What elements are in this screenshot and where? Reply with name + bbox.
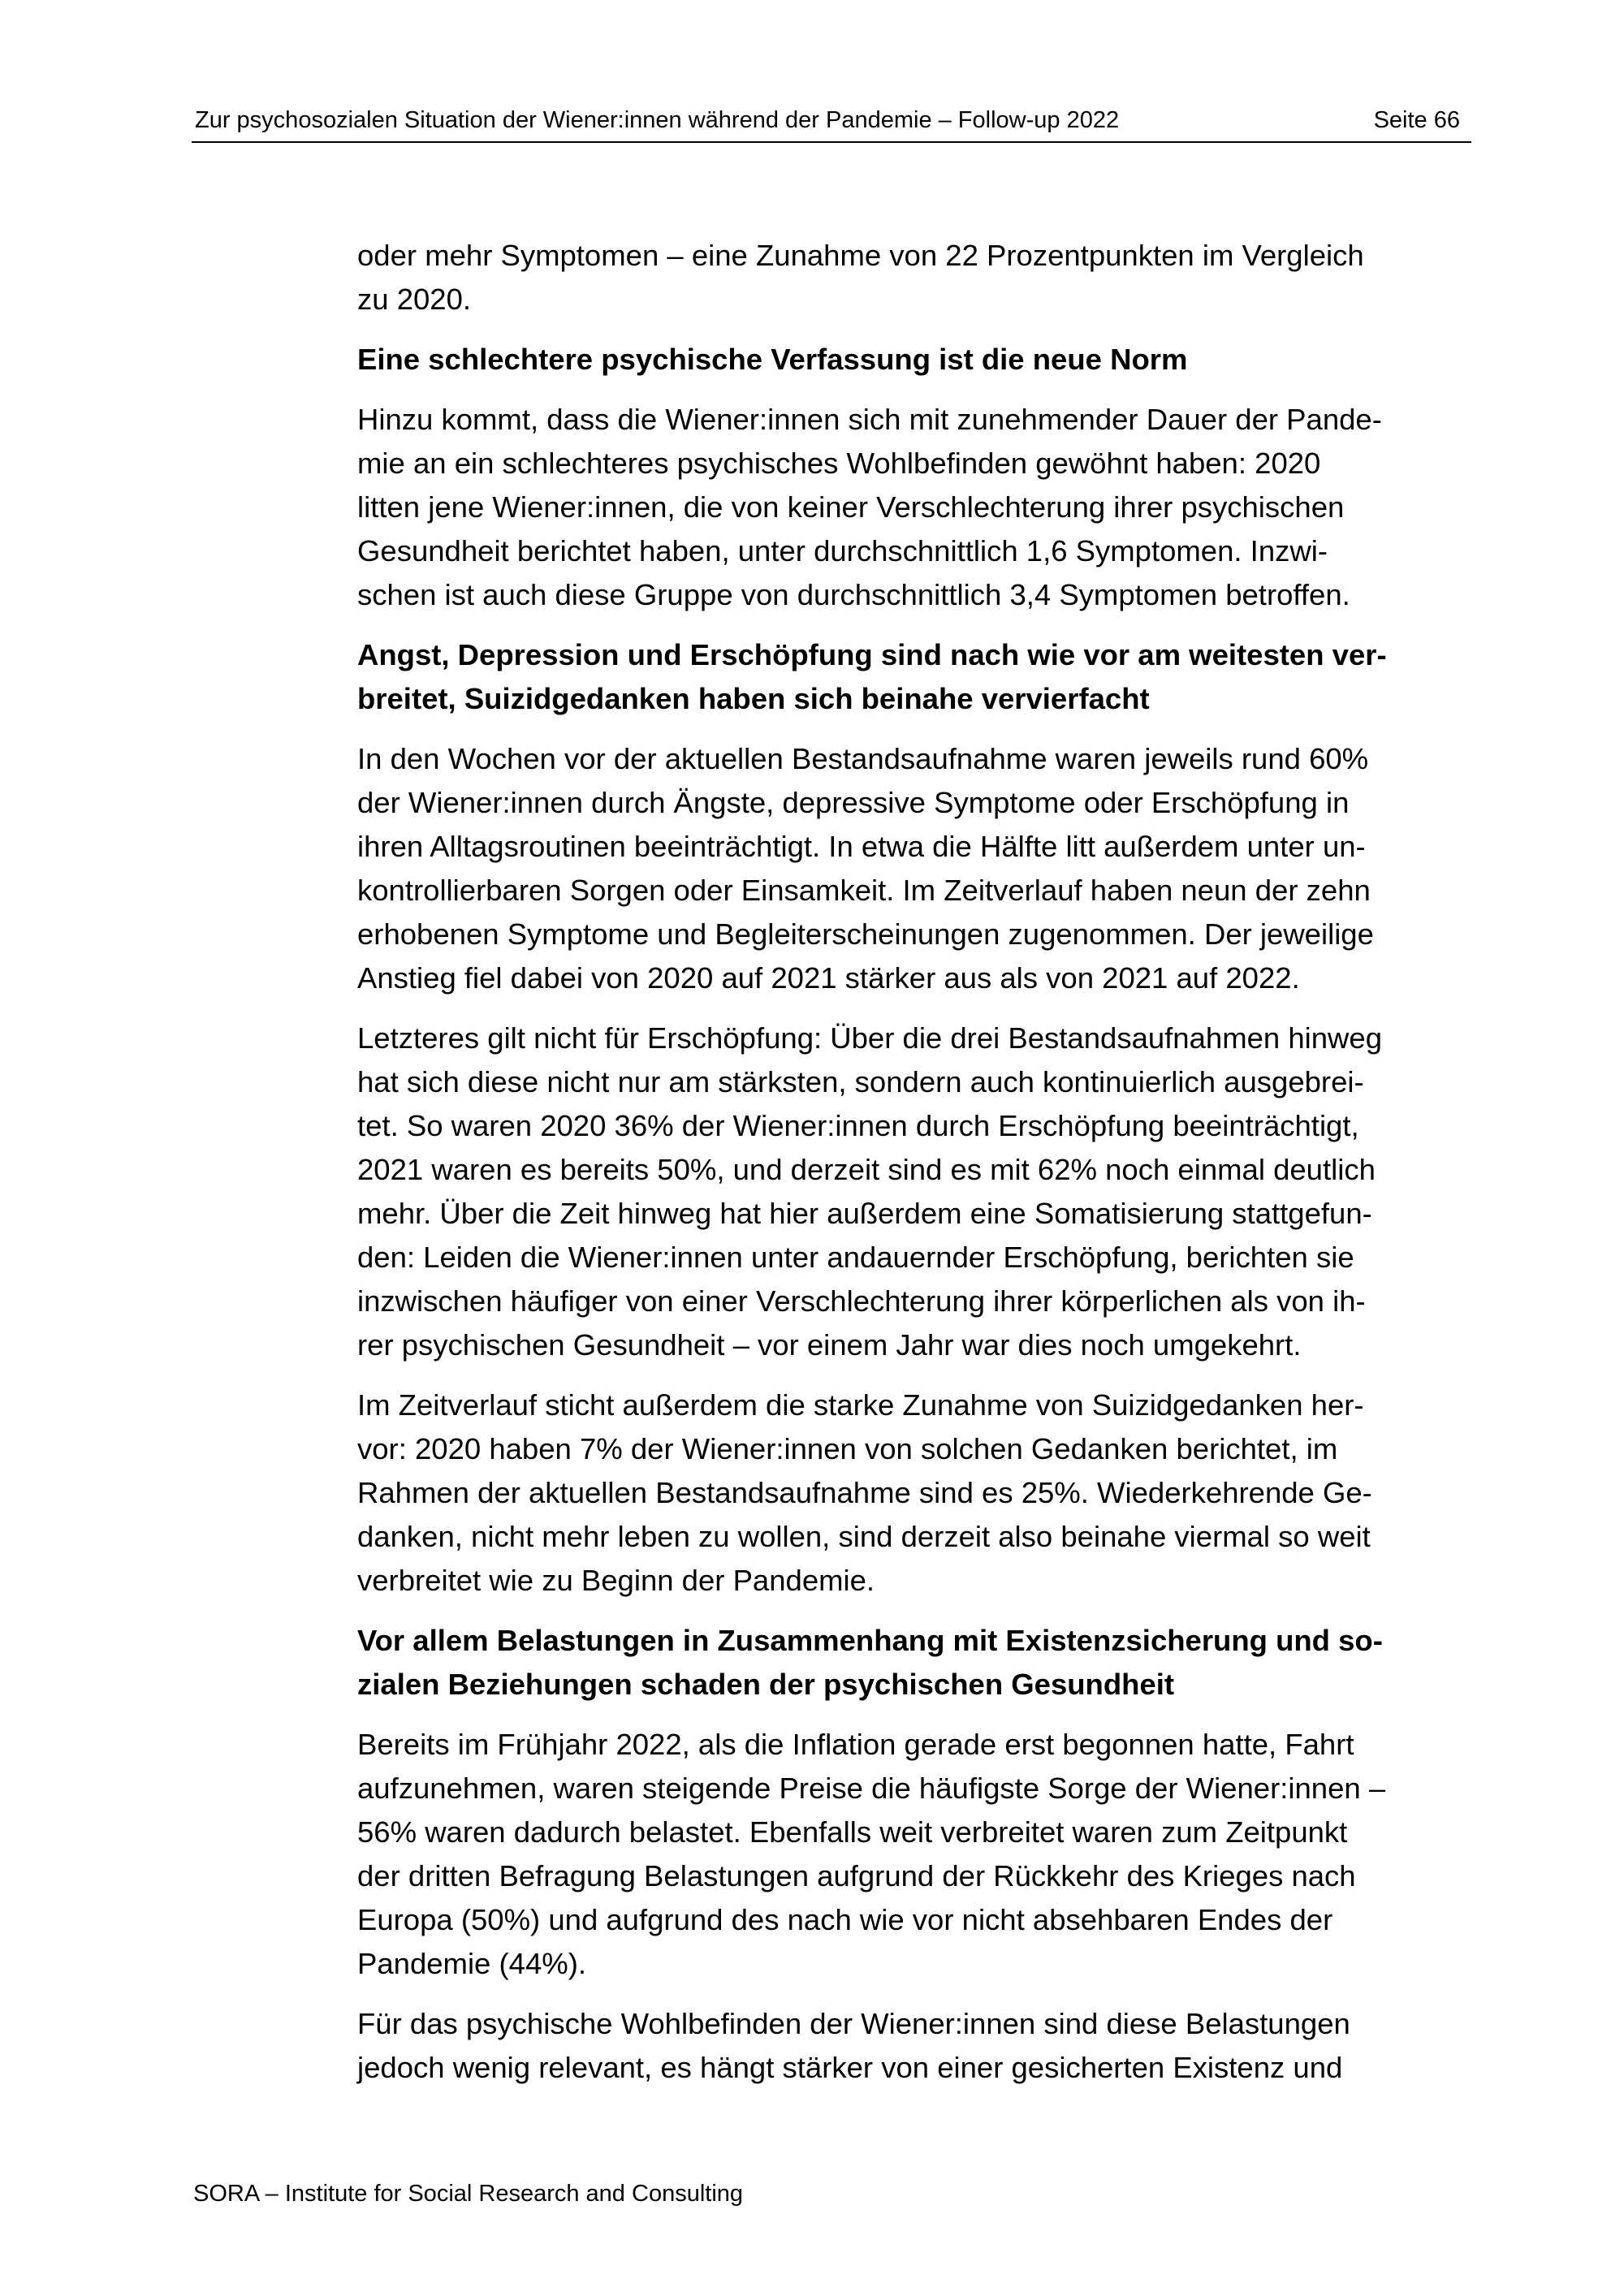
text-line: Für das psychische Wohlbefinden der Wiener:innen sind diese Belastungen: [357, 2007, 1350, 2040]
main-content: [357, 234, 1471, 2106]
text-line: den: Leiden die Wiener:innen unter andauernder Erschöpfung, berichten sie: [357, 1241, 1354, 1274]
text-line: 2021 waren es bereits 50%, und derzeit sind es mit 62% noch einmal deutlich: [357, 1153, 1376, 1186]
text-line: rer psychischen Gesundheit – vor einem Jahr war dies noch umgekehrt.: [357, 1328, 1302, 1362]
text-line: erhobenen Symptome und Begleiterscheinungen zugenommen. Der jeweilige: [357, 917, 1374, 951]
paragraph: [357, 737, 1471, 1000]
text-line: danken, nicht mehr leben zu wollen, sind derzeit also beinahe viermal so weit: [357, 1520, 1371, 1553]
text-line: oder mehr Symptomen – eine Zunahme von 22 Prozentpunkten im Vergleich: [357, 239, 1364, 272]
paragraph: [357, 234, 1471, 322]
text-line: 56% waren dadurch belastet. Ebenfalls weit verbreitet waren zum Zeitpunkt: [357, 1815, 1348, 1849]
text-line: der Wiener:innen durch Ängste, depressive Symptome oder Erschöpfung in: [357, 786, 1350, 819]
page-number: Seite 66: [1373, 107, 1460, 133]
text-line: mehr. Über die Zeit hinweg hat hier außerdem eine Somatisierung stattgefun-: [357, 1197, 1372, 1230]
paragraph: [357, 2002, 1471, 2090]
text-line: verbreitet wie zu Beginn der Pandemie.: [357, 1564, 875, 1597]
paragraph: [357, 1383, 1471, 1603]
heading-line: zialen Beziehungen schaden der psychischen Gesundheit: [357, 1668, 1175, 1701]
text-line: zu 2020.: [357, 283, 472, 316]
heading-line: Vor allem Belastungen in Zusammenhang mit Existenzsicherung und so-: [357, 1624, 1383, 1657]
section-heading: [357, 1619, 1471, 1707]
text-line: schen ist auch diese Gruppe von durchschnittlich 3,4 Symptomen betroffen.: [357, 578, 1350, 611]
text-line: Gesundheit berichtet haben, unter durchschnittlich 1,6 Symptomen. Inzwi-: [357, 534, 1328, 568]
text-line: der dritten Befragung Belastungen aufgrund der Rückkehr des Krieges nach: [357, 1859, 1356, 1892]
text-line: mie an ein schlechteres psychisches Wohlbefinden gewöhnt haben: 2020: [357, 447, 1321, 480]
text-line: litten jene Wiener:innen, die von keiner Verschlechterung ihrer psychischen: [357, 490, 1345, 524]
text-line: Pandemie (44%).: [357, 1947, 587, 1980]
text-line: In den Wochen vor der aktuellen Bestandsaufnahme waren jeweils rund 60%: [357, 742, 1369, 775]
text-line: vor: 2020 haben 7% der Wiener:innen von solchen Gedanken berichtet, im: [357, 1432, 1338, 1465]
text-line: hat sich diese nicht nur am stärksten, sondern auch kontinuierlich ausgebrei-: [357, 1065, 1364, 1098]
text-line: ihren Alltagsroutinen beeinträchtigt. In etwa die Hälfte litt außerdem unter un-: [357, 830, 1366, 863]
paragraph: [357, 398, 1471, 617]
paragraph: [357, 1016, 1471, 1367]
text-line: inzwischen häufiger von einer Verschlechterung ihrer körperlichen als von ih-: [357, 1284, 1366, 1318]
page-footer: SORA – Institute for Social Research and Consulting: [193, 2181, 744, 2207]
section-heading: [357, 633, 1471, 721]
text-line: kontrollierbaren Sorgen oder Einsamkeit. Im Zeitverlauf haben neun der zehn: [357, 874, 1371, 907]
text-line: aufzunehmen, waren steigende Preise die häufigste Sorge der Wiener:innen –: [357, 1772, 1386, 1805]
page-header: [192, 101, 1471, 143]
text-line: Hinzu kommt, dass die Wiener:innen sich mit zunehmender Dauer der Pande-: [357, 403, 1382, 436]
text-line: Rahmen der aktuellen Bestandsaufnahme sind es 25%. Wiederkehrende Ge-: [357, 1476, 1372, 1509]
text-line: tet. So waren 2020 36% der Wiener:innen durch Erschöpfung beeinträchtigt,: [357, 1109, 1359, 1142]
text-line: Bereits im Frühjahr 2022, als die Inflation gerade erst begonnen hatte, Fahrt: [357, 1728, 1354, 1761]
paragraph: [357, 1723, 1471, 1986]
text-line: Anstieg fiel dabei von 2020 auf 2021 stärker aus als von 2021 auf 2022.: [357, 961, 1300, 995]
heading-line: Eine schlechtere psychische Verfassung ist die neue Norm: [357, 343, 1188, 376]
heading-line: Angst, Depression und Erschöpfung sind nach wie vor am weitesten ver-: [357, 638, 1387, 671]
heading-line: breitet, Suizidgedanken haben sich beinahe vervierfacht: [357, 682, 1150, 715]
text-line: Europa (50%) und aufgrund des nach wie vor nicht absehbaren Endes der: [357, 1903, 1333, 1936]
text-line: Im Zeitverlauf sticht außerdem die starke Zunahme von Suizidgedanken her-: [357, 1388, 1364, 1422]
running-title: Zur psychosozialen Situation der Wiener:innen während der Pandemie – Follow-up 2022: [195, 107, 1120, 133]
section-heading: [357, 338, 1471, 382]
text-line: jedoch wenig relevant, es hängt stärker von einer gesicherten Existenz und: [357, 2051, 1343, 2084]
text-line: Letzteres gilt nicht für Erschöpfung: Über die drei Bestandsaufnahmen hinweg: [357, 1021, 1383, 1055]
